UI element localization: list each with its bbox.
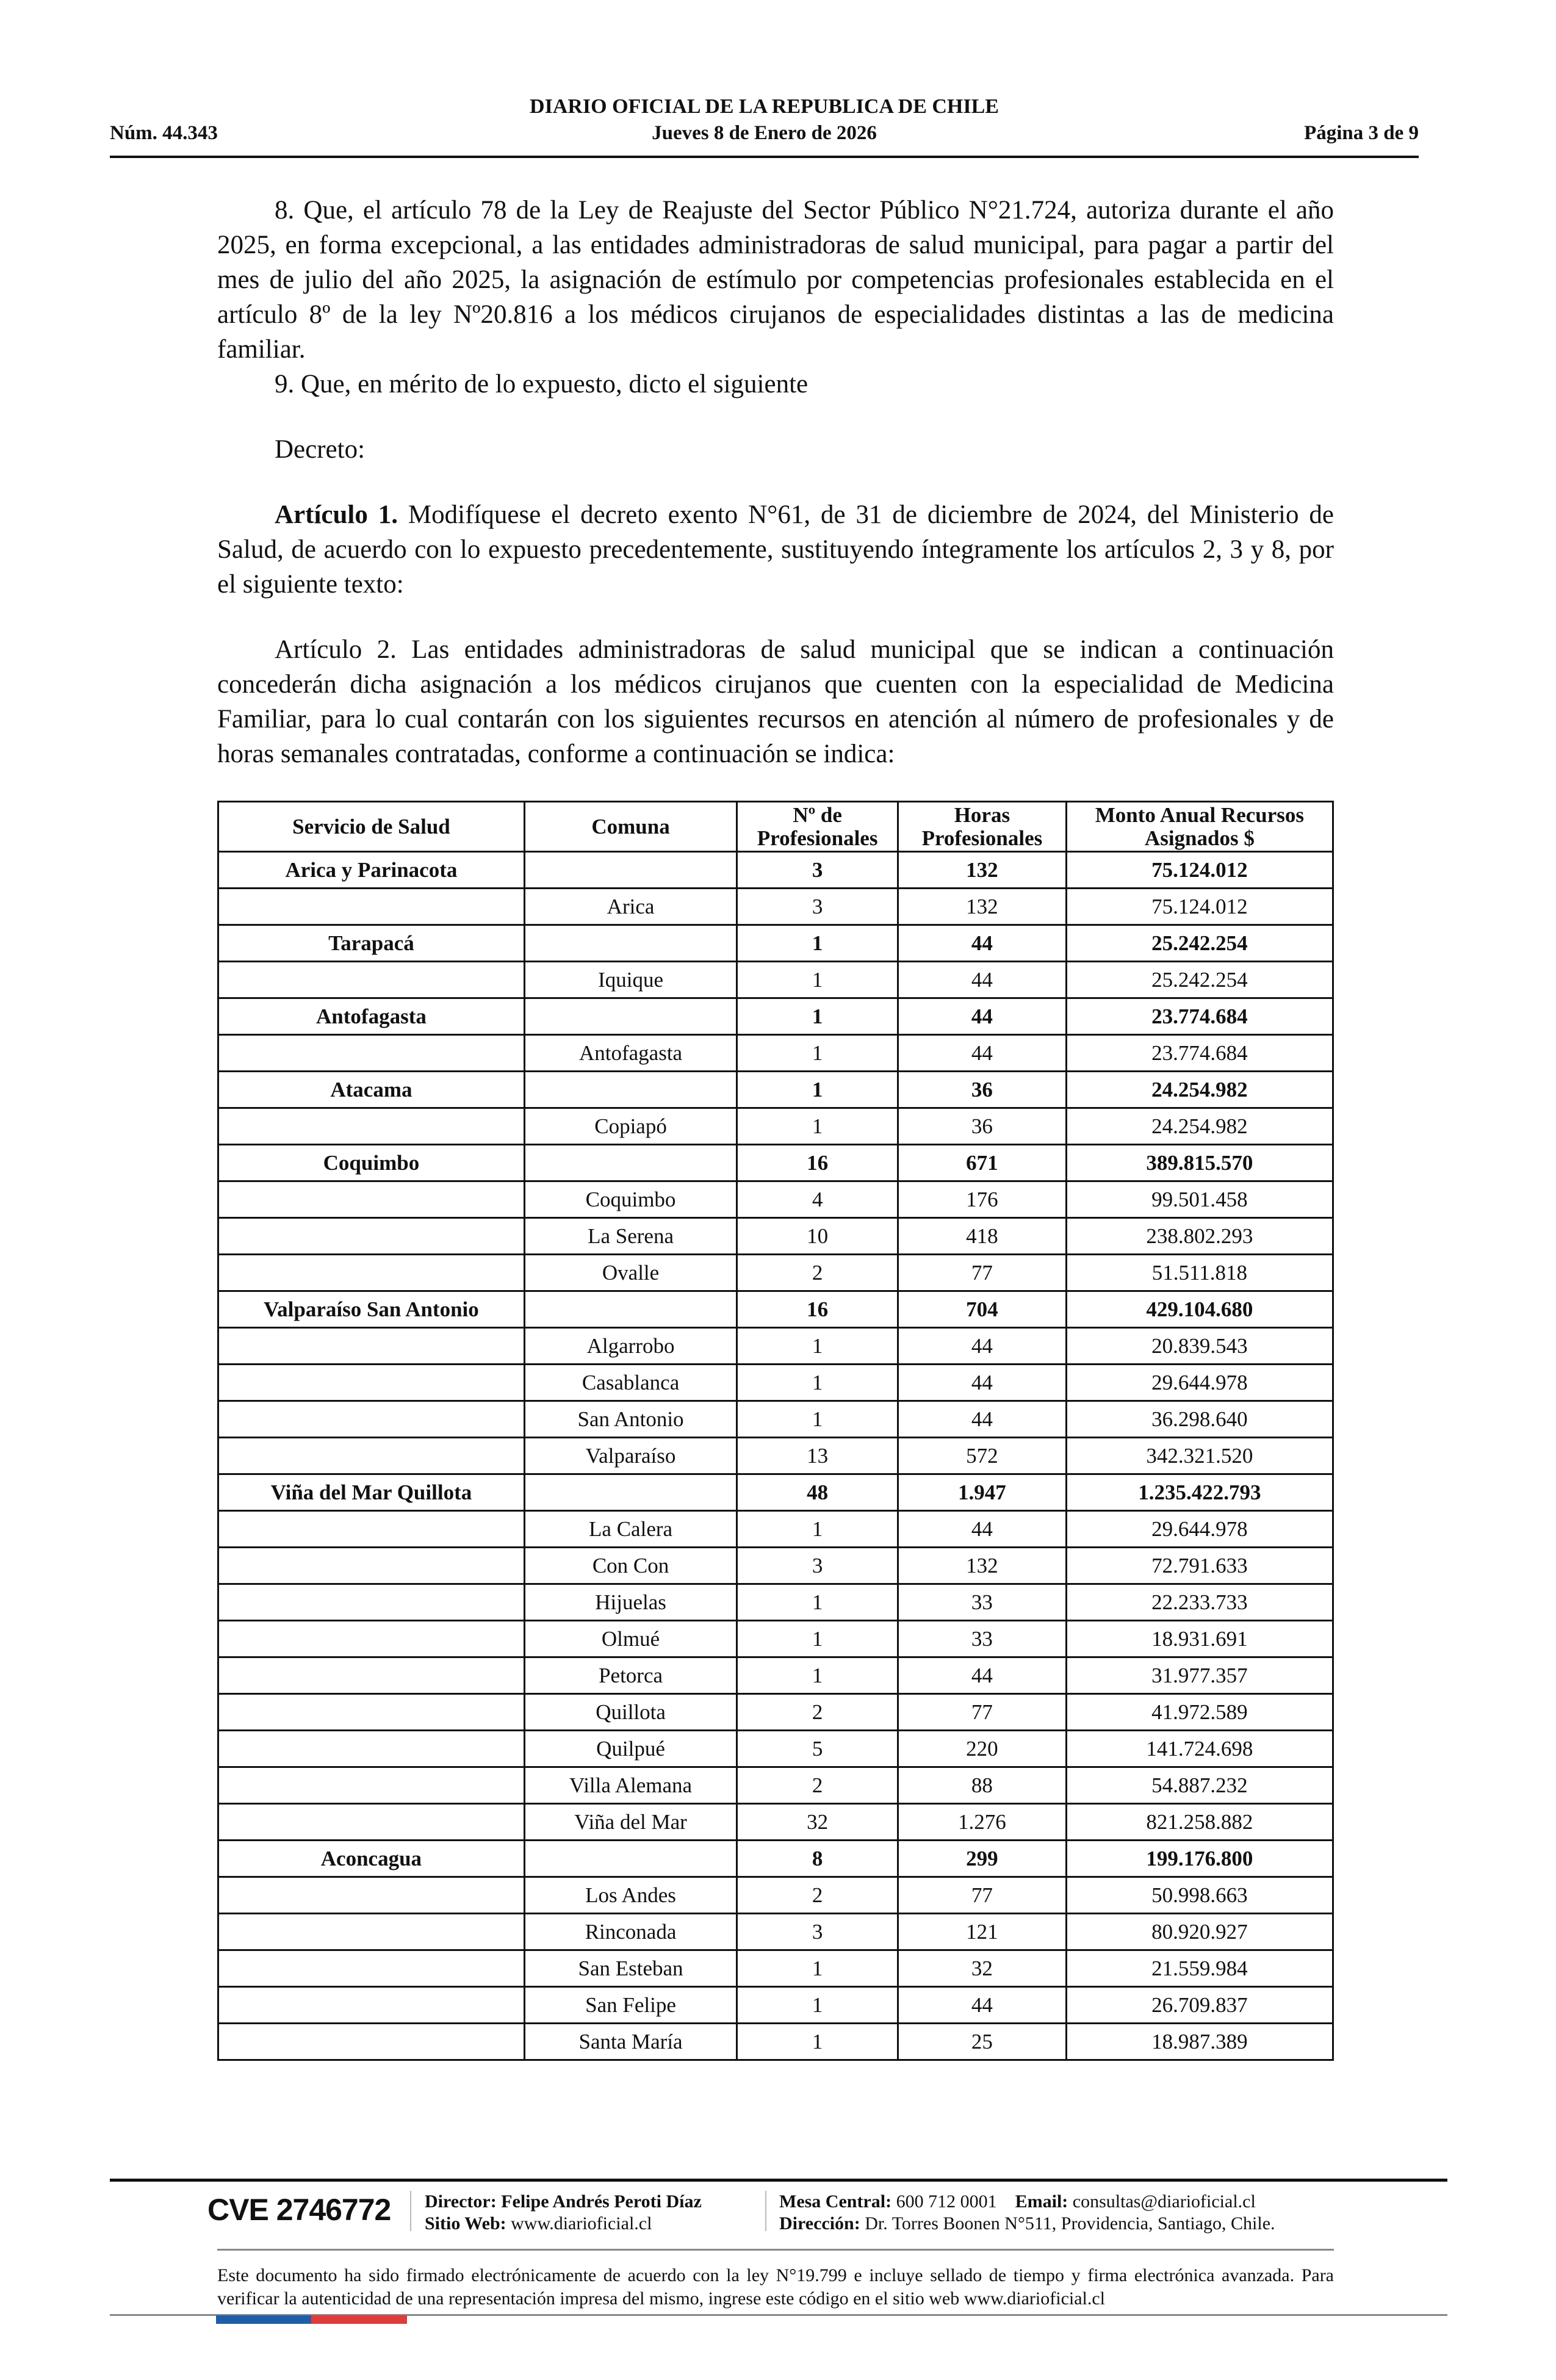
issue-number: Núm. 44.343: [110, 122, 218, 144]
col-profesionales: Nº de Profesionales: [737, 802, 898, 852]
cell-servicio: [218, 1548, 525, 1584]
cell-comuna: Casablanca: [524, 1365, 737, 1401]
cell-comuna: Ovalle: [524, 1255, 737, 1291]
cell-servicio: Coquimbo: [218, 1145, 525, 1181]
footer-contact-block: [779, 2191, 1275, 2235]
cell-horas: 44: [898, 1511, 1067, 1548]
cell-comuna: Viña del Mar: [524, 1804, 737, 1841]
cell-comuna: [524, 1072, 737, 1108]
cell-servicio: [218, 1621, 525, 1657]
cell-horas: 44: [898, 1035, 1067, 1072]
cell-servicio: [218, 1804, 525, 1841]
cell-monto: 25.242.254: [1066, 925, 1333, 962]
cell-servicio: Atacama: [218, 1072, 525, 1108]
cell-servicio: Aconcagua: [218, 1841, 525, 1877]
cell-servicio: [218, 1438, 525, 1474]
cell-monto: 80.920.927: [1066, 1914, 1333, 1950]
footer-director-block: [425, 2191, 702, 2235]
cell-horas: 132: [898, 1548, 1067, 1584]
cell-comuna: [524, 1474, 737, 1511]
cell-servicio: [218, 1950, 525, 1987]
cell-comuna: Santa María: [524, 2024, 737, 2060]
table-row-comuna: [218, 1987, 1333, 2024]
cell-monto: 75.124.012: [1066, 889, 1333, 925]
table-row-comuna: [218, 1328, 1333, 1365]
email-link[interactable]: consultas@diarioficial.cl: [1068, 2191, 1256, 2212]
director-name: Felipe Andrés Peroti Díaz: [496, 2191, 702, 2212]
direccion-text: Dr. Torres Boonen N°511, Providencia, Santiago, Chile.: [860, 2213, 1275, 2234]
cell-profesionales: 1: [737, 1511, 898, 1548]
cell-comuna: San Antonio: [524, 1401, 737, 1438]
cell-servicio: [218, 1181, 525, 1218]
cell-horas: 36: [898, 1108, 1067, 1145]
cell-profesionales: 2: [737, 1694, 898, 1731]
cell-comuna: Quillota: [524, 1694, 737, 1731]
cell-comuna: Copiapó: [524, 1108, 737, 1145]
cell-horas: 1.947: [898, 1474, 1067, 1511]
cell-profesionales: 3: [737, 1914, 898, 1950]
cell-profesionales: 3: [737, 1548, 898, 1584]
cell-profesionales: 1: [737, 1950, 898, 1987]
email-label: Email:: [1015, 2191, 1068, 2212]
cell-monto: 26.709.837: [1066, 1987, 1333, 2024]
cell-servicio: [218, 1401, 525, 1438]
table-row-comuna: [218, 1181, 1333, 1218]
newspaper-title: DIARIO OFICIAL DE LA REPUBLICA DE CHILE: [530, 95, 999, 118]
cell-profesionales: 10: [737, 1218, 898, 1255]
table-row-comuna: [218, 1365, 1333, 1401]
cell-monto: 429.104.680: [1066, 1291, 1333, 1328]
cell-profesionales: 1: [737, 1987, 898, 2024]
page-header: [110, 92, 1419, 158]
cell-servicio: [218, 2024, 525, 2060]
article-2: Artículo 2. Las entidades administradoras de salud municipal que se indican a continuación concederán dicha asignación a los médicos cirujanos que cuenten con la especialidad de Medicina Familiar, para lo cual contarán con los siguientes recursos en atención al número de profesionales y de horas semanales contratadas, conforme a continuación se indica:: [217, 635, 1334, 768]
cell-profesionales: 3: [737, 852, 898, 889]
cell-horas: 121: [898, 1914, 1067, 1950]
cell-monto: 29.644.978: [1066, 1511, 1333, 1548]
paragraph-8: 8. Que, el artículo 78 de la Ley de Reajuste del Sector Público N°21.724, autoriza durante el año 2025, en forma excepcional, a las entidades administradoras de salud municipal, para pagar a partir del mes de julio del año 2025, la asignación de estímulo por competencias profesionales establecida en el artículo 8º de la ley Nº20.816 a los médicos cirujanos de especialidades distintas a las de medicina familiar.: [217, 196, 1334, 364]
cell-horas: 44: [898, 1401, 1067, 1438]
flag-stripe-red: [311, 2315, 407, 2324]
cell-comuna: Antofagasta: [524, 1035, 737, 1072]
cell-monto: 31.977.357: [1066, 1657, 1333, 1694]
table-row-comuna: [218, 1584, 1333, 1621]
cell-horas: 44: [898, 1657, 1067, 1694]
cell-servicio: [218, 1767, 525, 1804]
cell-horas: 44: [898, 998, 1067, 1035]
cell-monto: 50.998.663: [1066, 1877, 1333, 1914]
cell-servicio: [218, 1694, 525, 1731]
cell-profesionales: 13: [737, 1438, 898, 1474]
cell-monto: 238.802.293: [1066, 1218, 1333, 1255]
footer-separator: [765, 2191, 766, 2231]
cell-servicio: [218, 1255, 525, 1291]
cell-monto: 20.839.543: [1066, 1328, 1333, 1365]
cell-horas: 44: [898, 962, 1067, 998]
cell-servicio: [218, 1877, 525, 1914]
footer-divider: [217, 2249, 1334, 2251]
cell-horas: 220: [898, 1731, 1067, 1767]
cell-servicio: Viña del Mar Quillota: [218, 1474, 525, 1511]
issue-date: Jueves 8 de Enero de 2026: [652, 122, 877, 144]
table-row-servicio-total: [218, 998, 1333, 1035]
cell-comuna: Valparaíso: [524, 1438, 737, 1474]
cell-monto: 75.124.012: [1066, 852, 1333, 889]
cell-monto: 22.233.733: [1066, 1584, 1333, 1621]
cell-profesionales: 1: [737, 998, 898, 1035]
table-row-comuna: [218, 1621, 1333, 1657]
cell-comuna: Olmué: [524, 1621, 737, 1657]
cell-horas: 36: [898, 1072, 1067, 1108]
cell-horas: 1.276: [898, 1804, 1067, 1841]
cell-profesionales: 2: [737, 1767, 898, 1804]
cell-profesionales: 1: [737, 1621, 898, 1657]
table-row-servicio-total: [218, 1145, 1333, 1181]
cell-comuna: San Felipe: [524, 1987, 737, 2024]
cell-monto: 54.887.232: [1066, 1767, 1333, 1804]
cell-monto: 18.931.691: [1066, 1621, 1333, 1657]
page-number: Página 3 de 9: [1304, 122, 1419, 144]
cell-comuna: [524, 1841, 737, 1877]
cell-monto: 21.559.984: [1066, 1950, 1333, 1987]
cell-monto: 25.242.254: [1066, 962, 1333, 998]
table-row-comuna: [218, 889, 1333, 925]
cell-profesionales: 1: [737, 925, 898, 962]
document-body: [217, 193, 1334, 771]
cell-horas: 44: [898, 1365, 1067, 1401]
cell-comuna: Hijuelas: [524, 1584, 737, 1621]
cell-profesionales: 1: [737, 1108, 898, 1145]
cell-horas: 704: [898, 1291, 1067, 1328]
table-row-servicio-total: [218, 925, 1333, 962]
cell-comuna: [524, 998, 737, 1035]
cell-servicio: [218, 889, 525, 925]
cell-profesionales: 1: [737, 1035, 898, 1072]
table-row-servicio-total: [218, 1291, 1333, 1328]
cell-servicio: [218, 1218, 525, 1255]
cell-profesionales: 1: [737, 2024, 898, 2060]
cell-horas: 132: [898, 889, 1067, 925]
table-row-comuna: [218, 1694, 1333, 1731]
table-row-comuna: [218, 962, 1333, 998]
cell-horas: 25: [898, 2024, 1067, 2060]
table-row-comuna: [218, 1218, 1333, 1255]
cell-profesionales: 48: [737, 1474, 898, 1511]
table-body: [218, 852, 1333, 2060]
cell-monto: 24.254.982: [1066, 1072, 1333, 1108]
cell-monto: 141.724.698: [1066, 1731, 1333, 1767]
allocation-table: [217, 801, 1334, 2061]
table-row-comuna: [218, 1767, 1333, 1804]
cell-horas: 572: [898, 1438, 1067, 1474]
cell-horas: 418: [898, 1218, 1067, 1255]
table-row-comuna: [218, 1914, 1333, 1950]
table-row-comuna: [218, 2024, 1333, 2060]
table-row-comuna: [218, 1804, 1333, 1841]
cell-servicio: Arica y Parinacota: [218, 852, 525, 889]
table-row-comuna: [218, 1731, 1333, 1767]
cell-monto: 41.972.589: [1066, 1694, 1333, 1731]
table-row-comuna: [218, 1035, 1333, 1072]
cell-servicio: Valparaíso San Antonio: [218, 1291, 525, 1328]
cell-monto: 99.501.458: [1066, 1181, 1333, 1218]
cell-monto: 72.791.633: [1066, 1548, 1333, 1584]
article-1-label: Artículo 1.: [275, 500, 398, 529]
cell-profesionales: 1: [737, 1584, 898, 1621]
cell-comuna: Con Con: [524, 1548, 737, 1584]
cell-profesionales: 4: [737, 1181, 898, 1218]
cell-comuna: [524, 1145, 737, 1181]
cell-comuna: Los Andes: [524, 1877, 737, 1914]
cell-comuna: Arica: [524, 889, 737, 925]
cell-horas: 77: [898, 1877, 1067, 1914]
cell-comuna: Iquique: [524, 962, 737, 998]
cell-profesionales: 1: [737, 1365, 898, 1401]
cell-horas: 176: [898, 1181, 1067, 1218]
cell-profesionales: 16: [737, 1291, 898, 1328]
direccion-label: Dirección:: [779, 2213, 860, 2234]
mesa-label: Mesa Central:: [779, 2191, 892, 2212]
table-row-servicio-total: [218, 852, 1333, 889]
table-row-servicio-total: [218, 1841, 1333, 1877]
cell-comuna: [524, 925, 737, 962]
cell-monto: 18.987.389: [1066, 2024, 1333, 2060]
cell-profesionales: 1: [737, 1328, 898, 1365]
table-row-comuna: [218, 1950, 1333, 1987]
cell-profesionales: 1: [737, 1657, 898, 1694]
cell-comuna: La Serena: [524, 1218, 737, 1255]
cell-horas: 44: [898, 1328, 1067, 1365]
col-servicio: Servicio de Salud: [218, 802, 525, 852]
cell-servicio: [218, 1035, 525, 1072]
table-row-comuna: [218, 1657, 1333, 1694]
cell-profesionales: 1: [737, 962, 898, 998]
cell-profesionales: 5: [737, 1731, 898, 1767]
cell-comuna: San Esteban: [524, 1950, 737, 1987]
table-row-comuna: [218, 1401, 1333, 1438]
table-row-comuna: [218, 1548, 1333, 1584]
cell-monto: 36.298.640: [1066, 1401, 1333, 1438]
decreto-heading: Decreto:: [275, 435, 366, 464]
cell-horas: 77: [898, 1255, 1067, 1291]
cell-monto: 23.774.684: [1066, 998, 1333, 1035]
cell-servicio: [218, 962, 525, 998]
cell-monto: 51.511.818: [1066, 1255, 1333, 1291]
cell-comuna: [524, 1291, 737, 1328]
web-link[interactable]: www.diarioficial.cl: [506, 2213, 652, 2234]
cell-horas: 33: [898, 1621, 1067, 1657]
cell-servicio: Tarapacá: [218, 925, 525, 962]
cell-profesionales: 1: [737, 1401, 898, 1438]
mesa-phone: 600 712 0001: [891, 2191, 997, 2212]
table-row-servicio-total: [218, 1474, 1333, 1511]
cell-horas: 671: [898, 1145, 1067, 1181]
table-header-row: [218, 802, 1333, 852]
col-monto: Monto Anual Recursos Asignados $: [1066, 802, 1333, 852]
cell-horas: 132: [898, 852, 1067, 889]
cell-comuna: Coquimbo: [524, 1181, 737, 1218]
cell-servicio: Antofagasta: [218, 998, 525, 1035]
cell-servicio: [218, 1511, 525, 1548]
cell-profesionales: 3: [737, 889, 898, 925]
cell-servicio: [218, 1328, 525, 1365]
cve-code: CVE 2746772: [207, 2193, 391, 2227]
cell-horas: 299: [898, 1841, 1067, 1877]
cell-monto: 24.254.982: [1066, 1108, 1333, 1145]
cell-horas: 77: [898, 1694, 1067, 1731]
cell-horas: 33: [898, 1584, 1067, 1621]
cell-comuna: [524, 852, 737, 889]
cell-servicio: [218, 1987, 525, 2024]
cell-servicio: [218, 1584, 525, 1621]
col-horas: Horas Profesionales: [898, 802, 1067, 852]
cell-monto: 1.235.422.793: [1066, 1474, 1333, 1511]
cell-comuna: Rinconada: [524, 1914, 737, 1950]
article-1: [217, 497, 1334, 602]
cell-horas: 88: [898, 1767, 1067, 1804]
cell-monto: 29.644.978: [1066, 1365, 1333, 1401]
cell-profesionales: 1: [737, 1072, 898, 1108]
paragraph-9: 9. Que, en mérito de lo expuesto, dicto el siguiente: [275, 370, 809, 398]
table-row-comuna: [218, 1877, 1333, 1914]
cell-monto: 821.258.882: [1066, 1804, 1333, 1841]
cell-servicio: [218, 1108, 525, 1145]
cell-horas: 44: [898, 925, 1067, 962]
cell-servicio: [218, 1914, 525, 1950]
cell-comuna: Petorca: [524, 1657, 737, 1694]
signature-disclaimer: Este documento ha sido firmado electrónicamente de acuerdo con la ley N°19.799 e incluye sellado de tiempo y firma electrónica avanzada. Para verificar la autenticidad de una representación impresa del mismo, ingrese este código en el sitio web www.diarioficial.cl: [217, 2265, 1334, 2309]
cell-monto: 342.321.520: [1066, 1438, 1333, 1474]
cell-profesionales: 32: [737, 1804, 898, 1841]
cell-monto: 199.176.800: [1066, 1841, 1333, 1877]
table-row-comuna: [218, 1438, 1333, 1474]
cell-comuna: Quilpué: [524, 1731, 737, 1767]
cell-comuna: Villa Alemana: [524, 1767, 737, 1804]
cell-horas: 44: [898, 1987, 1067, 2024]
footer-divider: [110, 2179, 1447, 2182]
article-1-text: Modifíquese el decreto exento N°61, de 31 de diciembre de 2024, del Ministerio de Salud, de acuerdo con lo expuesto precedentemente, sustituyendo íntegramente los artículos 2, 3 y 8, por el siguiente texto:: [217, 500, 1334, 599]
cell-comuna: La Calera: [524, 1511, 737, 1548]
cell-monto: 389.815.570: [1066, 1145, 1333, 1181]
table-row-comuna: [218, 1108, 1333, 1145]
cell-profesionales: 8: [737, 1841, 898, 1877]
table-row-comuna: [218, 1255, 1333, 1291]
flag-stripe-blue: [216, 2315, 311, 2324]
cell-servicio: [218, 1657, 525, 1694]
cell-profesionales: 2: [737, 1255, 898, 1291]
cell-horas: 32: [898, 1950, 1067, 1987]
footer-separator: [410, 2191, 411, 2231]
cell-servicio: [218, 1731, 525, 1767]
cell-profesionales: 2: [737, 1877, 898, 1914]
cell-servicio: [218, 1365, 525, 1401]
cell-monto: 23.774.684: [1066, 1035, 1333, 1072]
table-row-servicio-total: [218, 1072, 1333, 1108]
director-label: Director:: [425, 2191, 497, 2212]
cell-profesionales: 16: [737, 1145, 898, 1181]
table-row-comuna: [218, 1511, 1333, 1548]
cell-comuna: Algarrobo: [524, 1328, 737, 1365]
web-label: Sitio Web:: [425, 2213, 506, 2234]
col-comuna: Comuna: [524, 802, 737, 852]
